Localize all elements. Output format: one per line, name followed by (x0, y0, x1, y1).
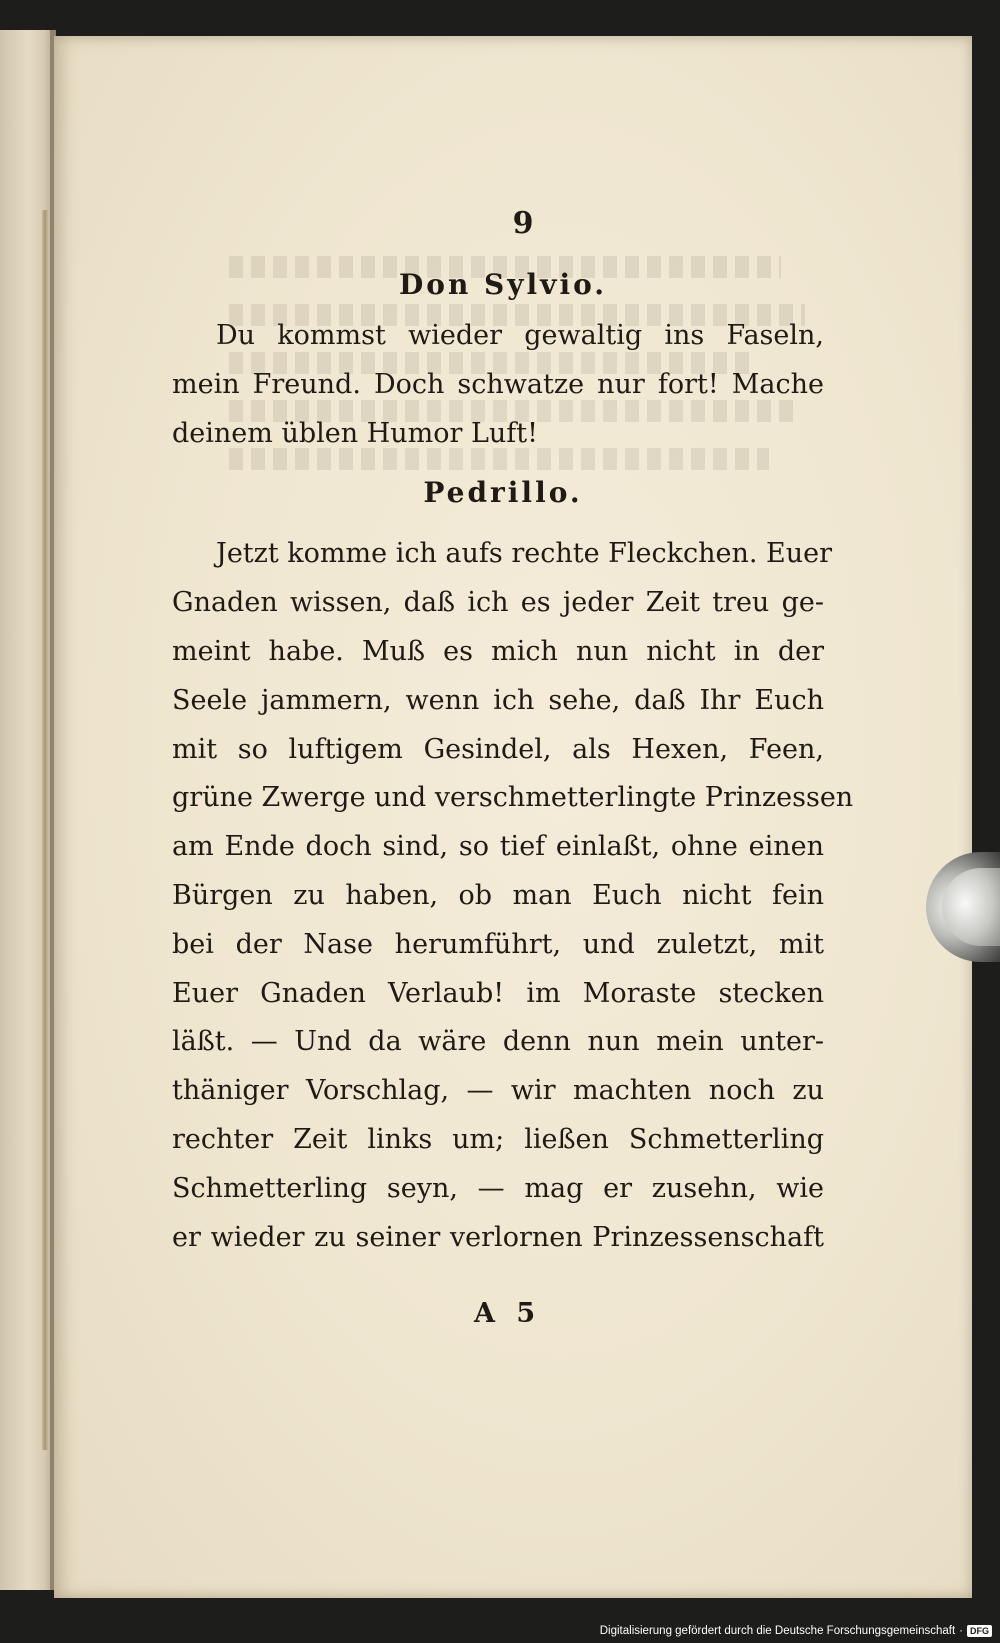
text-line: Euer Gnaden Verlaub! im Moraste stecken (172, 977, 824, 1009)
speaker-heading: Pedrillo. (423, 476, 583, 510)
text-line: Du kommst wieder gewaltig ins Faseln, (216, 320, 824, 351)
text-line: mein Freund. Doch schwatze nur fort! Mache (172, 368, 824, 400)
text-line: Schmetterling seyn, — mag er zusehn, wie (172, 1172, 824, 1204)
digitization-credit: Digitalisierung gefördert durch die Deutsche Forschungsgemeinschaft · DFG (600, 1621, 992, 1641)
text-line: deinem üblen Humor Luft! (172, 417, 539, 449)
signature-mark: A 5 (474, 1298, 542, 1329)
speech-paragraph (172, 530, 854, 1262)
page-edge-shadow (42, 210, 48, 1450)
text-line: Bürgen zu haben, ob man Euch nicht fein (172, 879, 824, 911)
text-line: Gnaden wissen, daß ich es jeder Zeit treu ge- (172, 587, 824, 619)
text-line: rechter Zeit links um; ließen Schmetterling (172, 1123, 824, 1155)
text-line: läßt. — Und da wäre denn nun mein unter- (172, 1026, 824, 1058)
speaker-heading: Don Sylvio. (398, 268, 608, 301)
text-line: grüne Zwerge und verschmetterlingte Prinzessen (172, 782, 854, 814)
previous-page-edge (0, 30, 52, 1590)
speech-paragraph (172, 312, 824, 458)
page-number: 9 (512, 206, 534, 241)
text-line: bei der Nase herumführt, und zuletzt, mit (172, 928, 824, 960)
dfg-logo: DFG (967, 1625, 992, 1637)
page-text (172, 258, 854, 1262)
text-line: Jetzt komme ich aufs rechte Fleckchen. Euer (216, 538, 833, 570)
text-line: er wieder zu seiner verlornen Prinzessenschaft (172, 1221, 824, 1253)
text-line: am Ende doch sind, so tief einlaßt, ohne einen (172, 831, 824, 863)
text-line: thäniger Vorschlag, — wir machten noch zu (172, 1075, 824, 1107)
text-line: Seele jammern, wenn ich sehe, daß Ihr Euch (172, 684, 824, 716)
text-line: mit so luftigem Gesindel, als Hexen, Feen, (172, 733, 824, 765)
text-line: meint habe. Muß es mich nun nicht in der (172, 635, 824, 667)
book-page (54, 36, 972, 1598)
credit-text: Digitalisierung gefördert durch die Deutsche Forschungsgemeinschaft (599, 1625, 956, 1637)
